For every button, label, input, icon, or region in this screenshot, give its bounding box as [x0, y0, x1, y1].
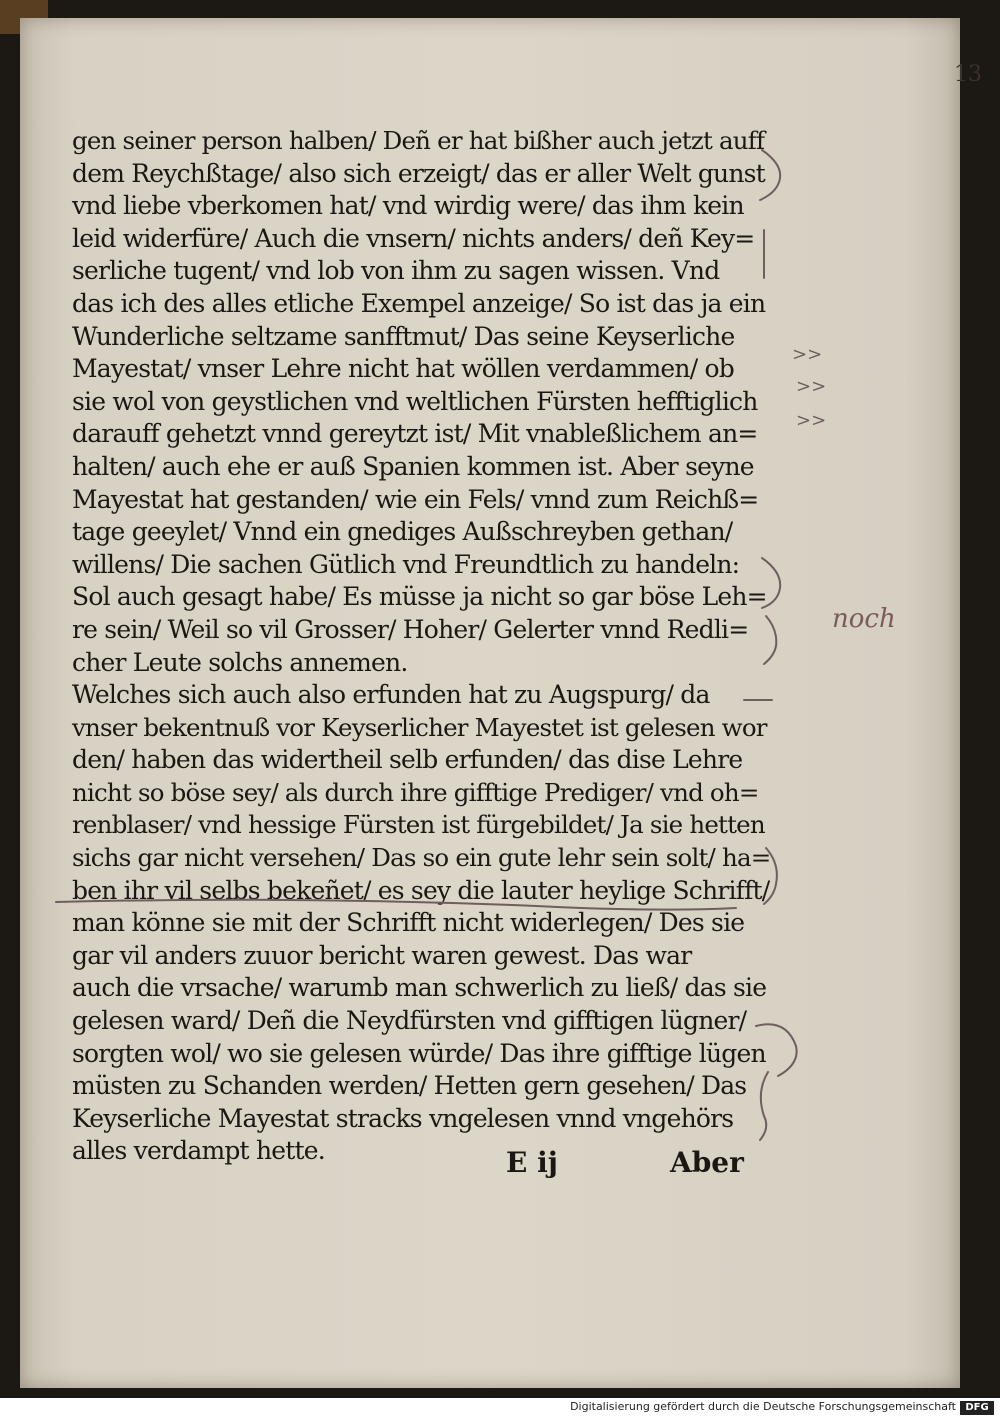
footer-credit: Digitalisierung gefördert durch die Deutsche Forschungsgemeinschaft: [570, 1400, 956, 1413]
text-line: sie wol von geystlichen vnd weltlichen Fürsten hefftiglich: [72, 386, 758, 416]
text-line: Welches sich auch also erfunden hat zu Augspurg/ da: [72, 680, 710, 710]
pencil-bracket: [764, 848, 777, 904]
text-line: re sein/ Weil so vil Grosser/ Hoher/ Gelerter vnnd Redli=: [72, 614, 749, 644]
pencil-bracket: [764, 616, 776, 664]
text-line: gen seiner person halben/ Deñ er hat bißher auch jetzt auff: [72, 126, 765, 155]
pencil-annotations: [20, 18, 960, 1388]
text-line: serliche tugent/ vnd lob von ihm zu sagen wissen. Vnd: [72, 256, 720, 286]
text-line: man könne sie mit der Schrifft nicht widerlegen/ Des sie: [72, 908, 745, 938]
text-line: darauff gehetzt vnnd gereytzt ist/ Mit vnableßlichem an=: [72, 419, 758, 449]
pencil-bracket: [762, 558, 780, 608]
footer-bar: [0, 1398, 1000, 1418]
pencil-underline: [56, 900, 736, 910]
text-line: dem Reychßtage/ also sich erzeigt/ das er aller Welt gunst: [72, 158, 765, 188]
text-line: gar vil anders zuuor bericht waren gewest. Das war: [72, 940, 692, 970]
text-line: leid widerfüre/ Auch die vnsern/ nichts anders/ deñ Key=: [72, 223, 755, 253]
text-line: Mayestat/ vnser Lehre nicht hat wöllen verdammen/ ob: [72, 354, 734, 384]
text-line: vnd liebe vberkomen hat/ vnd wirdig were/ das ihm kein: [72, 191, 744, 221]
book-page: [20, 18, 982, 1388]
text-line: gelesen ward/ Deñ die Neydfürsten vnd gifftigen lügner/: [72, 1006, 747, 1036]
margin-note: noch: [832, 604, 896, 634]
signature-mark: E ij: [506, 1146, 558, 1179]
pencil-bracket: [756, 1024, 797, 1076]
dfg-logo: DFG: [960, 1401, 994, 1415]
text-line: cher Leute solchs annemen.: [72, 647, 408, 677]
text-line: tage geeylet/ Vnnd ein gnediges Außschreyben gethan/: [72, 517, 733, 547]
margin-mark: >>: [792, 344, 823, 365]
text-line: Keyserliche Mayestat stracks vngelesen vnnd vngehörs: [72, 1103, 734, 1133]
text-line: halten/ auch ehe er auß Spanien kommen ist. Aber seyne: [72, 451, 754, 481]
margin-mark: >>: [796, 376, 827, 397]
text-line: Mayestat hat gestanden/ wie ein Fels/ vnnd zum Reichß=: [72, 484, 759, 514]
text-line: sichs gar nicht versehen/ Das so ein gute lehr sein solt/ ha=: [72, 843, 771, 873]
text-line: nicht so böse sey/ als durch ihre gifftige Prediger/ vnd oh=: [72, 777, 759, 807]
margin-mark: >>: [796, 410, 827, 431]
text-line: Sol auch gesagt habe/ Es müsse ja nicht so gar böse Leh=: [72, 582, 767, 612]
page-number: 13: [954, 62, 982, 87]
text-line: sorgten wol/ wo sie gelesen würde/ Das ihre gifftige lügen: [72, 1038, 766, 1068]
pencil-bracket: [760, 150, 780, 200]
text-line: ben ihr vil selbs bekeñet/ es sey die lauter heylige Schrifft/: [72, 875, 770, 905]
text-line: Wunderliche seltzame sanfftmut/ Das seine Keyserliche: [72, 321, 735, 351]
text-line: den/ haben das widertheil selb erfunden/ das dise Lehre: [72, 745, 743, 775]
text-line: das ich des alles etliche Exempel anzeige/ So ist das ja ein: [72, 288, 766, 318]
text-line: auch die vrsache/ warumb man schwerlich zu ließ/ das sie: [72, 973, 767, 1003]
text-line: alles verdampt hette.: [72, 1136, 325, 1166]
text-line: willens/ Die sachen Gütlich vnd Freundtlich zu handeln:: [72, 549, 740, 579]
text-line: vnser bekentnuß vor Keyserlicher Mayestet ist gelesen wor: [72, 712, 767, 742]
pencil-bracket: [760, 1072, 768, 1140]
text-line: müsten zu Schanden werden/ Hetten gern gesehen/ Das: [72, 1071, 747, 1101]
text-line: renblaser/ vnd hessige Fürsten ist fürgebildet/ Ja sie hetten: [72, 810, 765, 840]
catchword: Aber: [670, 1146, 744, 1179]
